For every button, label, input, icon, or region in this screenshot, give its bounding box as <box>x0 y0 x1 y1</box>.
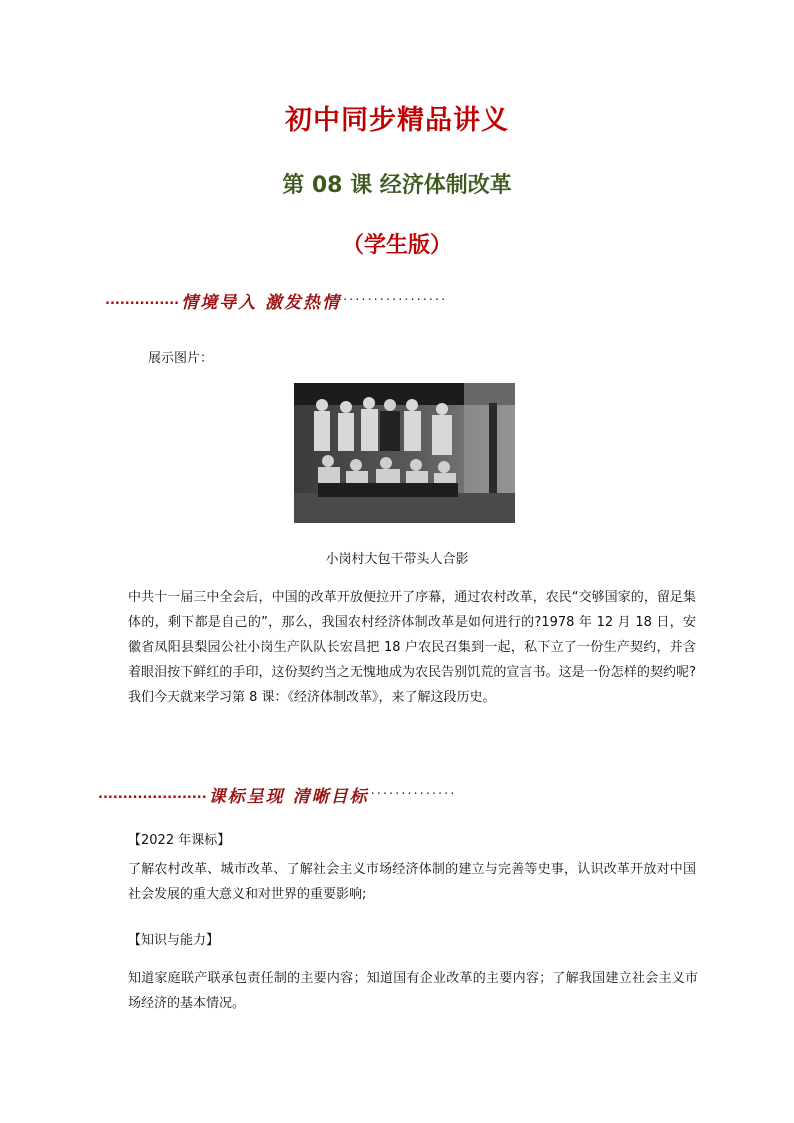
lead-text: 展示图片： <box>148 351 214 366</box>
section-heading-standards <box>98 782 456 806</box>
section-label: 情境导入 激发热情 <box>181 292 341 313</box>
intro-paragraph: 中共十一届三中全会后，中国的改革开放便拉开了序幕，通过农村改革，农民“交够国家的，留足集体的，剩下都是自己的”，那么，我国农村经济体制改革是如何进行的?1978 年 12 月 18 日，安徽省凤阳县梨园公社小岗生产队队长宏昌把 18 户农民召集到一起，私下立了一份生产契约，并含着眼泪按下鲜红的手印，这份契约当之无愧地成为农民告别饥荒的宣言书。这是一份怎样的契约呢?我们今天就来学习第 8 课：《经济体制改革》，来了解这段历史。 <box>128 590 696 705</box>
knowledge-ability-text: 知道家庭联产联承包责任制的主要内容；知道国有企业改革的主要内容；了解我国建立社会主义市场经济的基本情况。 <box>128 971 698 1011</box>
standards-text: 了解农村改革、城市改革、了解社会主义市场经济体制的建立与完善等史事，认识改革开放对中国社会发展的重大意义和对世界的重要影响; <box>128 862 696 902</box>
dotted-leader: ...................... <box>98 786 207 802</box>
version-label: （学生版） <box>341 233 452 258</box>
lesson-title: 第 08 课 经济体制改革 <box>282 173 512 198</box>
dotted-leader: ............... <box>105 292 180 308</box>
group-photo <box>294 383 515 523</box>
document-title: 初中同步精品讲义 <box>285 105 509 136</box>
section-heading-intro <box>105 288 447 312</box>
photo-illustration <box>294 383 515 523</box>
dotted-leader: ················· <box>343 292 448 308</box>
dotted-leader: ·············· <box>370 786 457 802</box>
photo-caption: 小岗村大包干带头人合影 <box>325 552 469 567</box>
knowledge-ability-title: 【知识与能力】 <box>128 933 220 948</box>
standards-title: 【2022 年课标】 <box>128 833 231 848</box>
section-label: 课标呈现 清晰目标 <box>208 786 369 807</box>
